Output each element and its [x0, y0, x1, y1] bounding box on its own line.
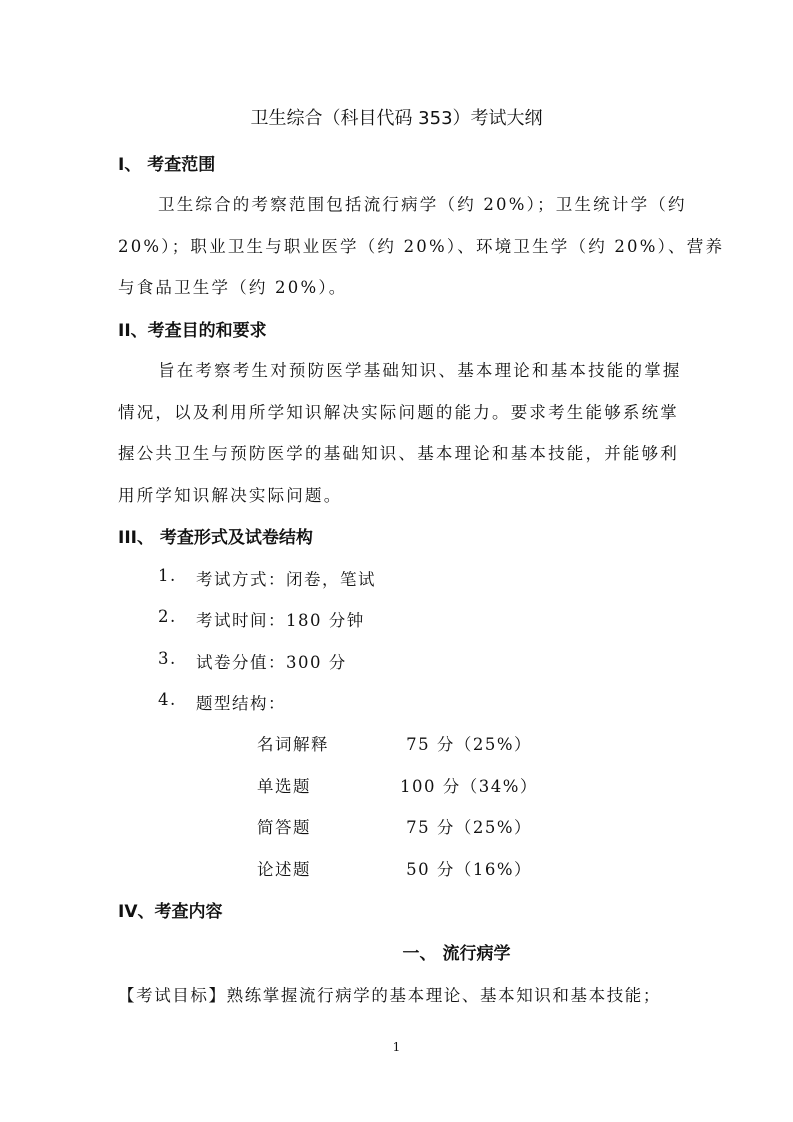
section-2-line: 用所学知识解决实际问题。: [118, 486, 343, 505]
question-type: 名词解释: [257, 735, 329, 754]
page-number: 1: [392, 1040, 401, 1054]
list-number: 3.: [158, 649, 177, 668]
question-score: 100 分（34%）: [400, 777, 538, 796]
list-number: 2.: [158, 607, 177, 626]
question-type: 简答题: [257, 818, 311, 837]
section-2-line: 情况，以及利用所学知识解决实际问题的能力。要求考生能够系统掌: [118, 403, 679, 422]
section-3-heading: III、 考查形式及试卷结构: [118, 528, 313, 548]
question-type: 论述题: [257, 860, 311, 879]
section-2-line: 旨在考察考生对预防医学基础知识、基本理论和基本技能的掌握: [158, 361, 682, 380]
section-1-line: 与食品卫生学（约 20%）。: [118, 278, 348, 297]
question-score: 75 分（25%）: [406, 735, 532, 754]
section-1-heading: I、 考查范围: [118, 155, 216, 175]
list-item: 试卷分值：300 分: [196, 653, 347, 672]
question-score: 75 分（25%）: [406, 818, 532, 837]
section-2-heading: II、考查目的和要求: [118, 321, 267, 341]
section-1-line: 卫生综合的考察范围包括流行病学（约 20%）；卫生统计学（约: [158, 195, 687, 214]
exam-goal: 【考试目标】熟练掌握流行病学的基本理论、基本知识和基本技能；: [118, 986, 661, 1005]
list-item: 题型结构：: [196, 694, 286, 713]
question-score: 50 分（16%）: [406, 860, 532, 879]
question-type: 单选题: [257, 777, 311, 796]
section-1-line: 20%）；职业卫生与职业医学（约 20%）、环境卫生学（约 20%）、营养: [118, 237, 725, 256]
list-number: 1.: [158, 566, 177, 585]
section-2-line: 握公共卫生与预防医学的基础知识、基本理论和基本技能，并能够利: [118, 444, 679, 463]
list-item: 考试时间：180 分钟: [196, 611, 365, 630]
list-number: 4.: [158, 690, 177, 709]
document-title: 卫生综合（科目代码 353）考试大纲: [250, 108, 543, 129]
section-4-heading: IV、考查内容: [118, 902, 223, 922]
list-item: 考试方式：闭卷，笔试: [196, 570, 376, 589]
subsection-heading: 一、 流行病学: [402, 944, 511, 964]
